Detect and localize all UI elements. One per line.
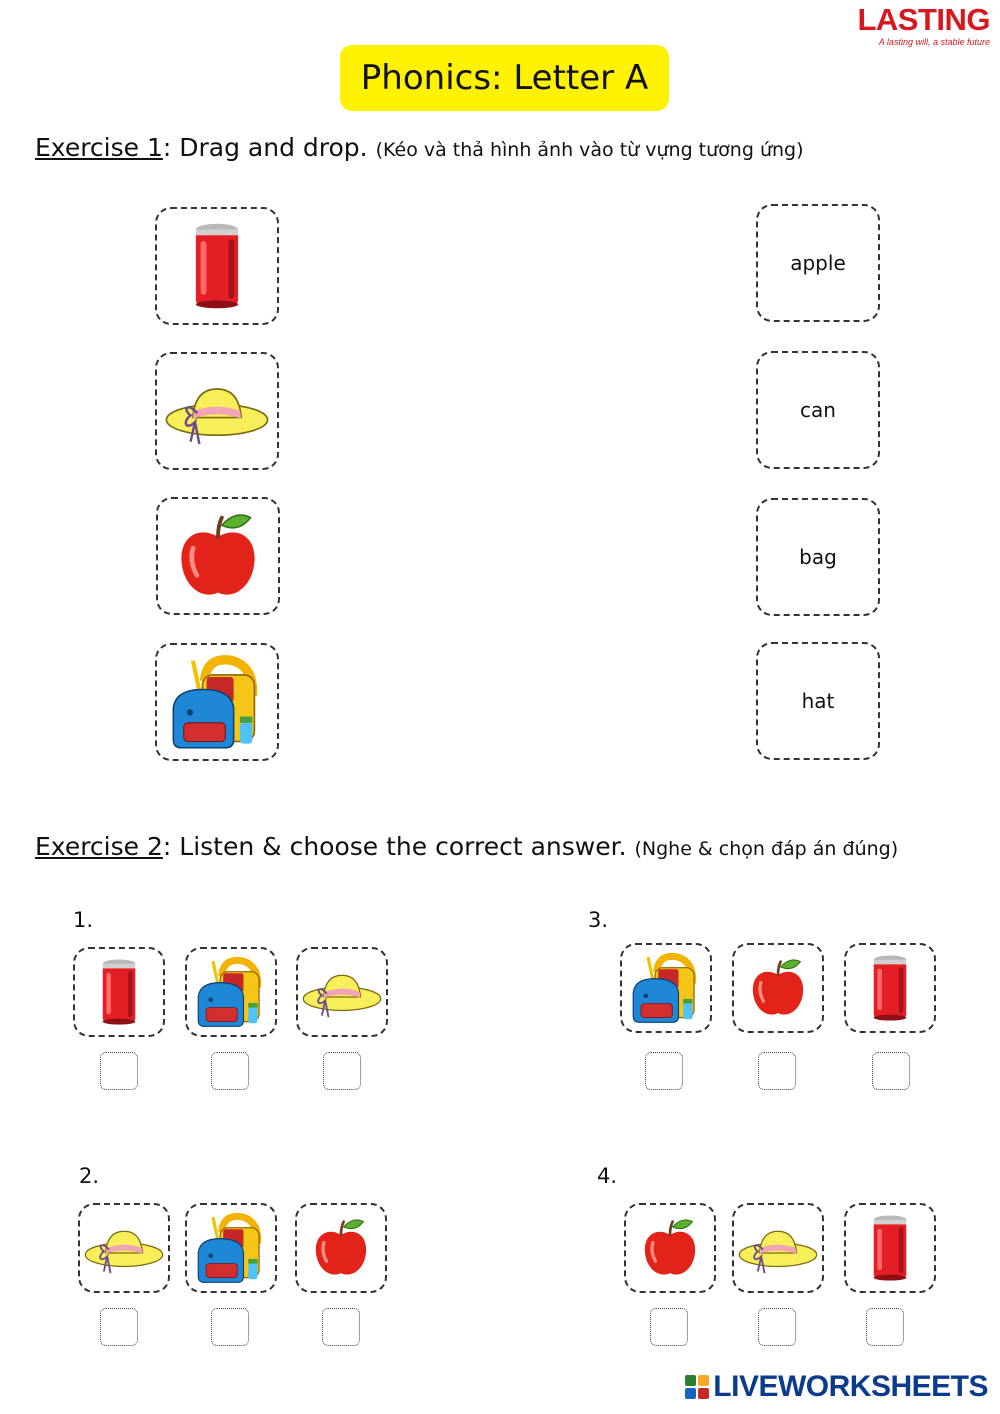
bag-icon	[192, 1209, 270, 1287]
q3-option-can	[844, 943, 936, 1033]
brand-tagline: A lasting will, a stable future	[878, 37, 990, 47]
exercise2-label: Exercise 2	[35, 832, 163, 861]
q4-checkbox-3[interactable]	[866, 1308, 904, 1346]
word-label: apple	[790, 251, 846, 275]
q1-checkbox-2[interactable]	[211, 1052, 249, 1090]
word-label: hat	[801, 689, 835, 713]
hat-icon	[300, 950, 384, 1034]
liveworksheets-text: LIVEWORKSHEETS	[713, 1370, 988, 1403]
q2-option-bag	[185, 1203, 277, 1293]
exercise1-label: Exercise 1	[35, 133, 163, 162]
bag-icon	[627, 949, 705, 1027]
brand-logo	[857, 4, 990, 47]
liveworksheets-icon	[685, 1375, 709, 1399]
drag-picture-apple[interactable]	[156, 497, 280, 615]
drop-target-hat[interactable]	[756, 642, 880, 760]
drop-target-apple[interactable]	[756, 204, 880, 322]
q2-checkbox-3[interactable]	[322, 1308, 360, 1346]
bag-icon	[192, 953, 270, 1031]
q1-checkbox-3[interactable]	[323, 1052, 361, 1090]
page-title: Phonics: Letter A	[340, 45, 669, 111]
question-number: 1.	[73, 908, 94, 932]
can-icon	[82, 955, 156, 1029]
hat-icon	[736, 1206, 820, 1290]
drop-target-can[interactable]	[756, 351, 880, 469]
q1-option-can	[73, 947, 165, 1037]
q2-option-apple	[295, 1203, 387, 1293]
q4-option-hat	[732, 1203, 824, 1293]
question-number: 4.	[597, 1164, 618, 1188]
q3-option-bag	[620, 943, 712, 1033]
exercise2-heading	[35, 832, 898, 861]
question-number: 3.	[588, 908, 609, 932]
drag-picture-hat[interactable]	[155, 352, 279, 470]
hat-icon	[162, 356, 272, 466]
q4-checkbox-1[interactable]	[650, 1308, 688, 1346]
apple-icon	[170, 508, 266, 604]
exercise1-instruction: : Drag and drop.	[162, 133, 368, 162]
apple-icon	[745, 955, 811, 1021]
q1-checkbox-1[interactable]	[100, 1052, 138, 1090]
question-number: 2.	[79, 1164, 100, 1188]
q1-option-hat	[296, 947, 388, 1037]
can-icon	[853, 1211, 927, 1285]
q3-checkbox-2[interactable]	[758, 1052, 796, 1090]
exercise2-translation: (Nghe & chọn đáp án đúng)	[634, 838, 899, 860]
q1-option-bag	[185, 947, 277, 1037]
word-label: can	[800, 398, 836, 422]
q4-option-apple	[624, 1203, 716, 1293]
exercise2-instruction: : Listen & choose the correct answer.	[162, 832, 627, 861]
drop-target-bag[interactable]	[756, 498, 880, 616]
q2-option-hat	[78, 1203, 170, 1293]
q3-checkbox-3[interactable]	[872, 1052, 910, 1090]
brand-name: LASTING	[857, 2, 990, 37]
q2-checkbox-2[interactable]	[211, 1308, 249, 1346]
apple-icon	[308, 1215, 374, 1281]
liveworksheets-logo	[685, 1370, 988, 1404]
can-icon	[853, 951, 927, 1025]
q4-checkbox-2[interactable]	[758, 1308, 796, 1346]
q2-checkbox-1[interactable]	[100, 1308, 138, 1346]
q3-checkbox-1[interactable]	[645, 1052, 683, 1090]
can-icon	[169, 218, 265, 314]
word-label: bag	[799, 545, 837, 569]
bag-icon	[165, 650, 269, 754]
drag-picture-can[interactable]	[155, 207, 279, 325]
q3-option-apple	[732, 943, 824, 1033]
exercise1-heading	[35, 133, 804, 162]
drag-picture-bag[interactable]	[155, 643, 279, 761]
q4-option-can	[844, 1203, 936, 1293]
apple-icon	[637, 1215, 703, 1281]
exercise1-translation: (Kéo và thả hình ảnh vào từ vựng tương ứng)	[375, 139, 804, 161]
hat-icon	[82, 1206, 166, 1290]
